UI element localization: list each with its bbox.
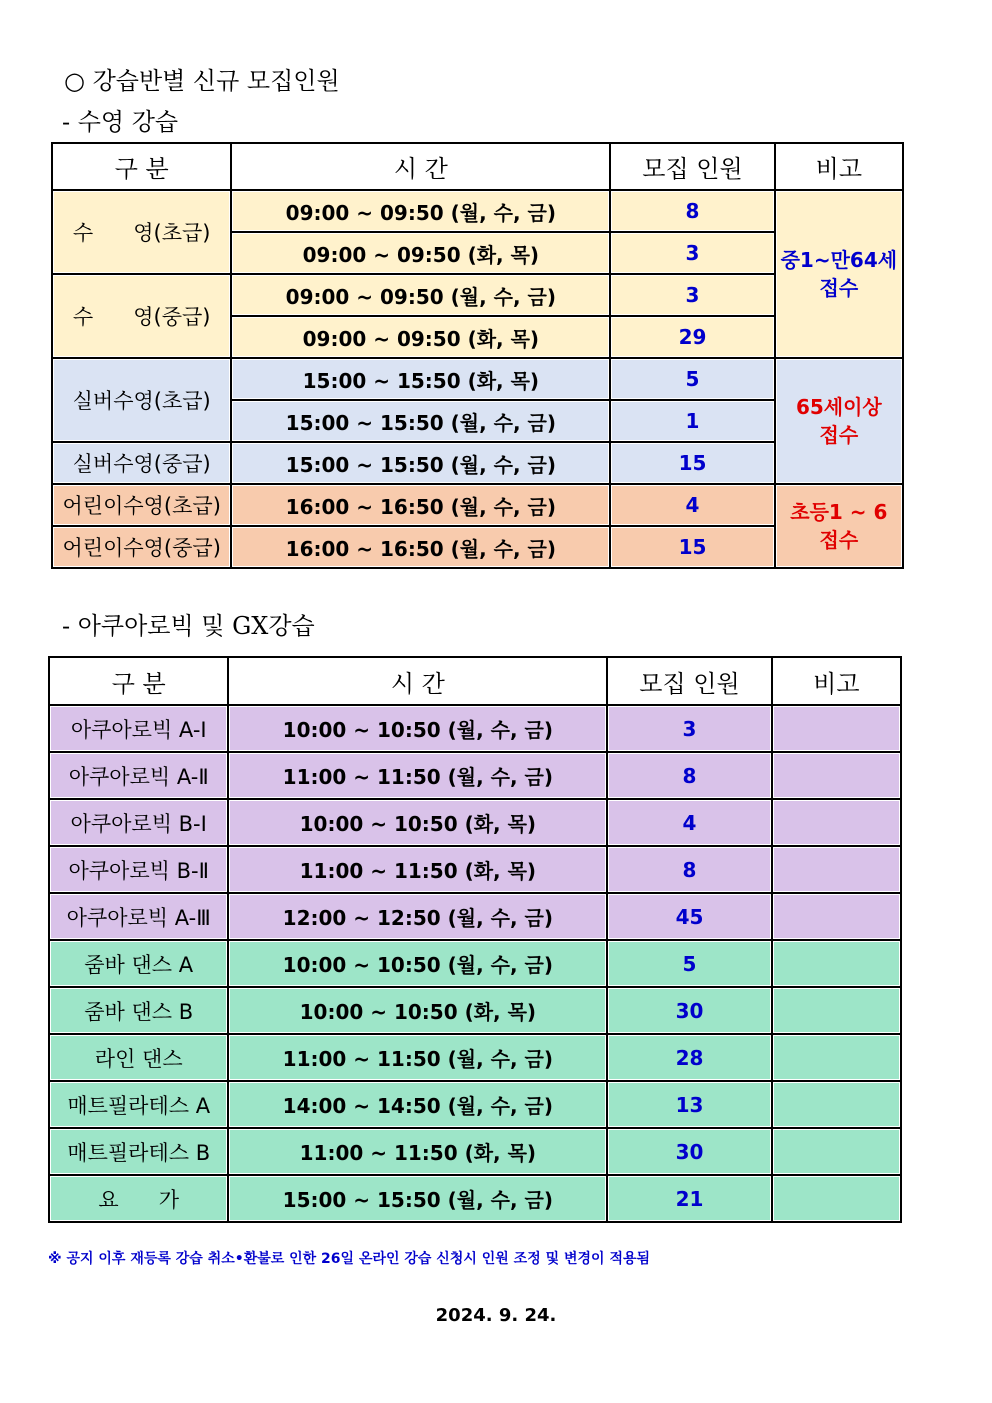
note-cell — [776, 359, 902, 483]
count-cell: 13 — [608, 1082, 770, 1127]
time-cell: 11:00 ~ 11:50 (화, 목) — [229, 1129, 606, 1174]
count-cell: 21 — [608, 1176, 770, 1221]
table-row — [50, 753, 900, 798]
count-cell: 15 — [611, 443, 773, 483]
header-count: 모집 인원 — [611, 144, 773, 189]
time-cell: 10:00 ~ 10:50 (화, 목) — [229, 800, 606, 845]
header-time: 시 간 — [229, 658, 606, 704]
category-cell: 줌바 댄스 A — [50, 941, 227, 986]
table-header-row — [53, 144, 902, 189]
category-cell: 줌바 댄스 B — [50, 988, 227, 1033]
section-title: ○ 강습반별 신규 모집인원 — [64, 67, 340, 95]
count-cell: 30 — [608, 1129, 770, 1174]
table-row — [50, 894, 900, 939]
table-row — [50, 941, 900, 986]
time-cell: 16:00 ~ 16:50 (월, 수, 금) — [232, 485, 609, 525]
category-cell: 수 영(중급) — [53, 275, 230, 357]
note-cell — [773, 1129, 900, 1174]
count-cell: 15 — [611, 527, 773, 567]
table-row — [53, 275, 902, 315]
note-cell — [776, 485, 902, 567]
time-cell: 11:00 ~ 11:50 (화, 목) — [229, 847, 606, 892]
table-row — [53, 443, 902, 483]
table-row — [50, 1035, 900, 1080]
note-cell — [773, 1176, 900, 1221]
count-cell: 4 — [611, 485, 773, 525]
note-cell — [773, 894, 900, 939]
time-cell: 15:00 ~ 15:50 (화, 목) — [232, 359, 609, 399]
table-row — [53, 485, 902, 525]
time-cell: 14:00 ~ 14:50 (월, 수, 금) — [229, 1082, 606, 1127]
time-cell: 12:00 ~ 12:50 (월, 수, 금) — [229, 894, 606, 939]
note-line: 초등1 ~ 6 — [790, 500, 888, 524]
time-cell: 10:00 ~ 10:50 (화, 목) — [229, 988, 606, 1033]
note-cell — [773, 941, 900, 986]
time-cell: 15:00 ~ 15:50 (월, 수, 금) — [229, 1176, 606, 1221]
category-cell: 매트필라테스 B — [50, 1129, 227, 1174]
note-line: 접수 — [819, 423, 859, 447]
count-cell: 28 — [608, 1035, 770, 1080]
category-cell: 실버수영(중급) — [53, 443, 230, 483]
time-cell: 15:00 ~ 15:50 (월, 수, 금) — [232, 443, 609, 483]
count-cell: 3 — [611, 275, 773, 315]
category-cell: 매트필라테스 A — [50, 1082, 227, 1127]
category-cell: 아쿠아로빅 A-Ⅱ — [50, 753, 227, 798]
table-header-row — [50, 658, 900, 704]
note-cell — [773, 753, 900, 798]
category-cell: 어린이수영(초급) — [53, 485, 230, 525]
category-cell: 아쿠아로빅 A-Ⅰ — [50, 706, 227, 751]
swim-section-heading: - 수영 강습 — [62, 108, 179, 136]
note-cell — [773, 706, 900, 751]
table-row — [53, 359, 902, 399]
table-row — [50, 988, 900, 1033]
aqua-section-heading: - 아쿠아로빅 및 GX강습 — [62, 612, 315, 640]
count-cell: 5 — [608, 941, 770, 986]
count-cell: 8 — [608, 847, 770, 892]
table-row — [53, 191, 902, 231]
table-row — [53, 527, 902, 567]
time-cell: 16:00 ~ 16:50 (월, 수, 금) — [232, 527, 609, 567]
aqua-gx-schedule-table — [48, 656, 902, 1223]
header-category: 구 분 — [53, 144, 230, 189]
count-cell: 3 — [611, 233, 773, 273]
swim-schedule-table — [51, 142, 904, 569]
count-cell: 45 — [608, 894, 770, 939]
time-cell: 15:00 ~ 15:50 (월, 수, 금) — [232, 401, 609, 441]
note-line: 중1~만64세 — [780, 248, 898, 272]
count-cell: 30 — [608, 988, 770, 1033]
header-note: 비고 — [773, 658, 900, 704]
table-row — [50, 1129, 900, 1174]
note-line: 접수 — [819, 528, 859, 552]
time-cell: 09:00 ~ 09:50 (월, 수, 금) — [232, 191, 609, 231]
count-cell: 8 — [611, 191, 773, 231]
table-row — [50, 800, 900, 845]
category-cell: 아쿠아로빅 A-Ⅲ — [50, 894, 227, 939]
time-cell: 09:00 ~ 09:50 (화, 목) — [232, 317, 609, 357]
category-cell: 수 영(초급) — [53, 191, 230, 273]
footnote: ※ 공지 이후 재등록 강습 취소•환불로 인한 26일 온라인 강습 신청시 인원 조정 및 변경이 적용됨 — [48, 1251, 651, 1267]
category-cell: 실버수영(초급) — [53, 359, 230, 441]
time-cell: 10:00 ~ 10:50 (월, 수, 금) — [229, 941, 606, 986]
header-time: 시 간 — [232, 144, 609, 189]
header-category: 구 분 — [50, 658, 227, 704]
note-cell — [776, 191, 902, 357]
note-cell — [773, 800, 900, 845]
time-cell: 09:00 ~ 09:50 (월, 수, 금) — [232, 275, 609, 315]
category-cell: 어린이수영(중급) — [53, 527, 230, 567]
category-cell: 라인 댄스 — [50, 1035, 227, 1080]
count-cell: 8 — [608, 753, 770, 798]
table-row — [50, 1082, 900, 1127]
note-line: 접수 — [819, 276, 859, 300]
category-cell: 요 가 — [50, 1176, 227, 1221]
table-row — [50, 1176, 900, 1221]
note-cell — [773, 1082, 900, 1127]
count-cell: 3 — [608, 706, 770, 751]
time-cell: 11:00 ~ 11:50 (월, 수, 금) — [229, 1035, 606, 1080]
count-cell: 4 — [608, 800, 770, 845]
note-cell — [773, 1035, 900, 1080]
table-row — [50, 706, 900, 751]
time-cell: 11:00 ~ 11:50 (월, 수, 금) — [229, 753, 606, 798]
category-cell: 아쿠아로빅 B-Ⅰ — [50, 800, 227, 845]
document-date: 2024. 9. 24. — [435, 1305, 557, 1326]
note-cell — [773, 847, 900, 892]
note-cell — [773, 988, 900, 1033]
count-cell: 1 — [611, 401, 773, 441]
header-count: 모집 인원 — [608, 658, 770, 704]
table-row — [50, 847, 900, 892]
header-note: 비고 — [776, 144, 902, 189]
time-cell: 10:00 ~ 10:50 (월, 수, 금) — [229, 706, 606, 751]
note-line: 65세이상 — [795, 395, 882, 419]
count-cell: 5 — [611, 359, 773, 399]
time-cell: 09:00 ~ 09:50 (화, 목) — [232, 233, 609, 273]
count-cell: 29 — [611, 317, 773, 357]
category-cell: 아쿠아로빅 B-Ⅱ — [50, 847, 227, 892]
